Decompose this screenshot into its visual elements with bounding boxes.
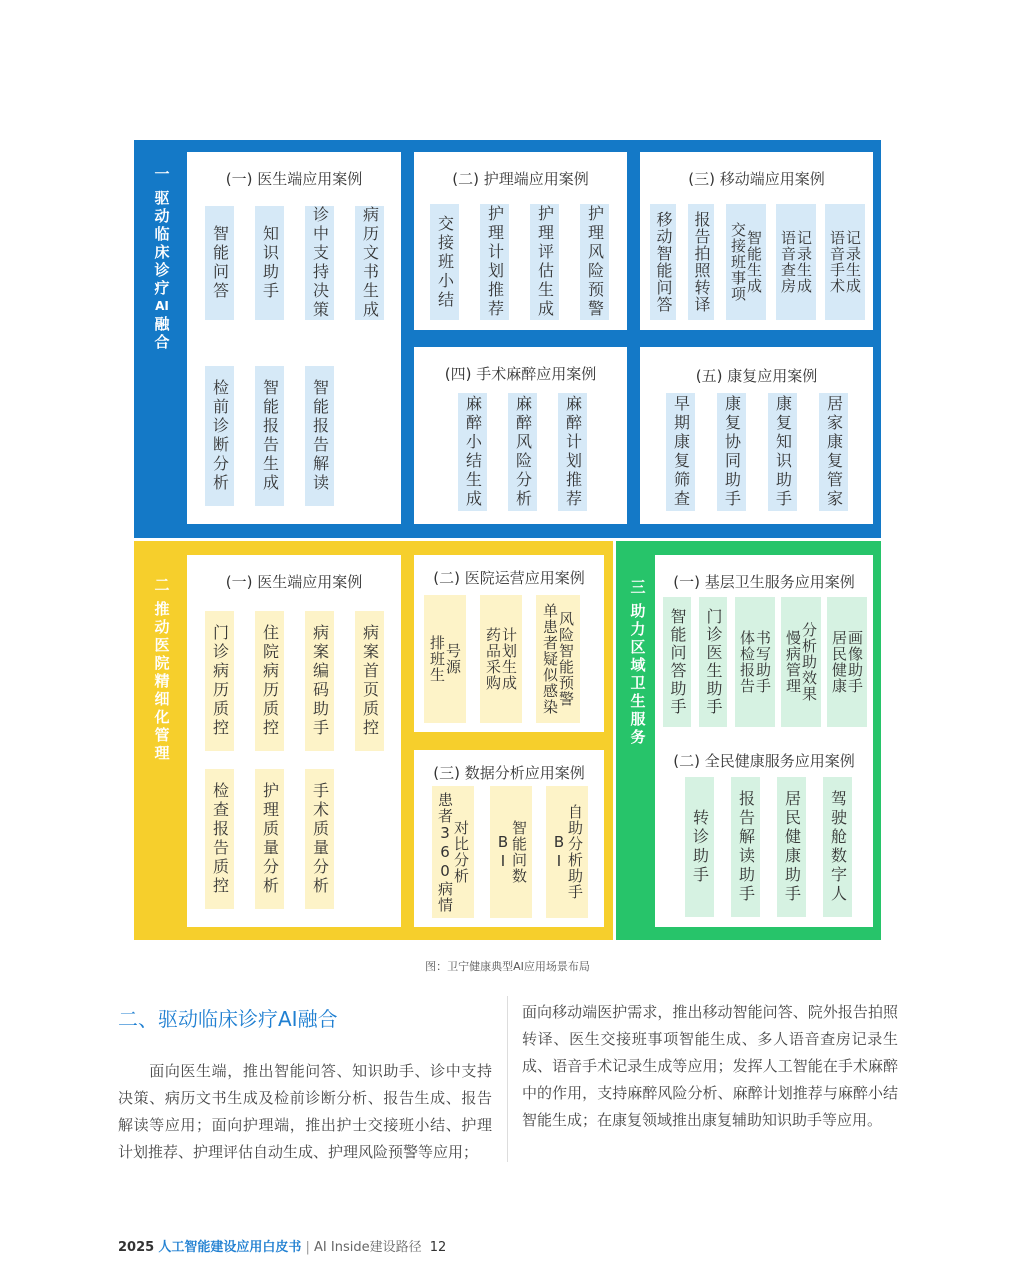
section-2-label [152, 576, 172, 762]
s1-mobile-panel [640, 152, 873, 330]
case-item: 报告解读助手 [731, 777, 760, 917]
section-label-char: 服 [630, 710, 646, 728]
panel-title: (三) 移动端应用案例 [688, 170, 825, 188]
case-item-line: BI [494, 833, 512, 871]
section-label-char: 疗 [154, 279, 170, 297]
section-label-char: 推 [154, 600, 170, 618]
case-item [825, 204, 865, 320]
case-item: 居民健康助手 [777, 777, 806, 917]
case-item [781, 597, 821, 727]
case-item-line: 慢病管理 [784, 630, 802, 694]
case-item: 麻醉风险分析 [508, 393, 537, 511]
section-label-char: AI [155, 299, 169, 313]
case-item-line: 语音手术 [828, 230, 846, 294]
case-item: 转诊助手 [685, 777, 714, 917]
case-item [432, 786, 474, 918]
s2-operations-panel [414, 555, 604, 732]
section-label-char: 床 [154, 243, 170, 261]
case-item-line: 患者360病情 [436, 791, 454, 913]
case-item [735, 597, 775, 727]
case-item: 手术质量分析 [305, 769, 334, 909]
section-label-char: 区 [630, 638, 646, 656]
case-item-line: 交接班事项 [729, 222, 747, 302]
s2-data-panel [414, 750, 604, 927]
case-item: 护理质量分析 [255, 769, 284, 909]
s1-rehab-panel [640, 347, 873, 524]
case-item: 诊中支持决策 [305, 206, 334, 320]
section-label-char: 管 [154, 726, 170, 744]
case-item-line: 号源 [444, 643, 462, 675]
s1-doctor-panel [187, 152, 401, 524]
case-item-line: 单患者疑似感染 [541, 603, 559, 715]
case-item [546, 786, 588, 918]
section-label-char: 务 [630, 728, 646, 746]
panel-title: (五) 康复应用案例 [695, 367, 818, 385]
case-item: 智能报告解读 [305, 366, 334, 506]
case-item: 麻醉计划推荐 [558, 393, 587, 511]
section-label-char: 驱 [154, 189, 170, 207]
column-divider [507, 996, 508, 1162]
case-item-line: 记录生成 [795, 230, 813, 294]
section-label-char: 临 [154, 225, 170, 243]
footer-page: 12 [429, 1240, 447, 1255]
case-item: 智能报告生成 [255, 366, 284, 506]
case-item-line: 画像助手 [846, 630, 864, 694]
case-item: 智能问答助手 [663, 597, 691, 727]
section-label-char: 生 [630, 692, 646, 710]
case-item: 住院病历质控 [255, 611, 284, 751]
footer-chapter: AI Inside建设路径 [314, 1240, 422, 1255]
section-label-char: 力 [630, 620, 646, 638]
footer-sep: | [305, 1240, 310, 1255]
footer-year: 2025 [118, 1240, 155, 1255]
case-item-line: 居民健康 [830, 630, 848, 694]
case-item: 护理计划推荐 [480, 204, 509, 320]
case-item: 居家康复管家 [819, 393, 848, 511]
panel-title: (二) 医院运营应用案例 [433, 569, 585, 587]
section-label-char: 诊 [154, 261, 170, 279]
panel-title: (一) 基层卫生服务应用案例 [673, 573, 855, 591]
section-label-char: 化 [154, 708, 170, 726]
case-item-line: 风险智能预警 [557, 611, 575, 707]
case-item: 病历文书生成 [355, 206, 384, 320]
case-item-line: 语音查房 [779, 230, 797, 294]
section-label-char: 融 [154, 315, 170, 333]
footer-book: 人工智能建设应用白皮书 [158, 1240, 302, 1255]
section-label-char: 二 [154, 576, 170, 594]
section-label-char: 细 [154, 690, 170, 708]
case-item: 知识助手 [255, 206, 284, 320]
section-label-char: 院 [154, 654, 170, 672]
case-item-line: BI [550, 833, 568, 871]
section-label-char: 一 [154, 165, 170, 183]
case-item-line: 体检报告 [738, 630, 756, 694]
case-item [536, 595, 580, 723]
s3-primary-panel [655, 555, 873, 927]
section-3-label [628, 578, 648, 746]
case-item [776, 204, 816, 320]
case-item-line: 智能生成 [745, 230, 763, 294]
case-item-line: 书写助手 [754, 630, 772, 694]
case-item-line: 计划生成 [500, 627, 518, 691]
s1-anesthesia-panel [414, 347, 627, 524]
case-item [827, 597, 867, 727]
case-item: 护理评估生成 [530, 204, 559, 320]
case-item-line: 药品采购 [484, 627, 502, 691]
case-item-line: 排班生 [428, 635, 446, 683]
case-item: 病案首页质控 [355, 611, 384, 751]
section-label-char: 助 [630, 602, 646, 620]
case-item: 康复知识助手 [768, 393, 797, 511]
case-item: 驾驶舱数字人 [823, 777, 852, 917]
case-item: 早期康复筛查 [666, 393, 695, 511]
section-label-char: 医 [154, 636, 170, 654]
figure-caption: 图：卫宁健康典型AI应用场景布局 [425, 960, 590, 973]
case-item [726, 204, 766, 320]
case-item-line: 记录生成 [844, 230, 862, 294]
case-item [424, 595, 466, 723]
section-label-char: 合 [154, 333, 170, 351]
panel-title: (二) 护理端应用案例 [452, 170, 589, 188]
section-label-char: 理 [154, 744, 170, 762]
case-item: 报告拍照转译 [688, 204, 714, 320]
paragraph-left: 面向医生端，推出智能问答、知识助手、诊中支持决策、病历文书生成及检前诊断分析、报告生成、报告解读等应用；面向护理端，推出护士交接班小结、护理计划推荐、护理评估自动生成、护理风险预警等应用； [118, 1062, 492, 1161]
section-1-label [152, 165, 172, 351]
case-item: 交接班小结 [430, 204, 459, 320]
case-item-line: 分析助效果 [800, 622, 818, 702]
section-label-char: 动 [154, 618, 170, 636]
footer [118, 1236, 446, 1255]
paragraph-right: 面向移动端医护需求，推出移动智能问答、院外报告拍照转译、医生交接班事项智能生成、多人语音查房记录生成、语音手术记录生成等应用；发挥人工智能在手术麻醉中的作用，支持麻醉风险分析、麻醉计划推荐与麻醉小结智能生成；在康复领域推出康复辅助知识助手等应用。 [522, 1003, 898, 1129]
section-label-char: 三 [630, 578, 646, 596]
case-item: 智能问答 [205, 206, 234, 320]
case-item [480, 595, 522, 723]
section-label-char: 域 [630, 656, 646, 674]
section-label-char: 精 [154, 672, 170, 690]
case-item-line: 自助分析助手 [566, 804, 584, 900]
case-item-line: 对比分析 [452, 820, 470, 884]
s2-doctor-panel [187, 555, 401, 927]
s1-nursing-panel [414, 152, 627, 330]
case-item: 门诊医生助手 [699, 597, 727, 727]
case-item: 病案编码助手 [305, 611, 334, 751]
section-label-char: 卫 [630, 674, 646, 692]
case-item: 护理风险预警 [580, 204, 609, 320]
section-heading: 二、驱动临床诊疗AI融合 [118, 1007, 338, 1031]
case-item-line: 智能问数 [510, 820, 528, 884]
case-item: 康复协同助手 [717, 393, 746, 511]
panel-title: (一) 医生端应用案例 [225, 573, 363, 591]
case-item: 检前诊断分析 [205, 366, 234, 506]
case-item: 检查报告质控 [205, 769, 234, 909]
section-label-char: 动 [154, 207, 170, 225]
panel-title: (二) 全民健康服务应用案例 [673, 752, 855, 770]
case-item: 麻醉小结生成 [458, 393, 487, 511]
case-item: 移动智能问答 [650, 204, 676, 320]
panel-title: (一) 医生端应用案例 [225, 170, 363, 188]
panel-title: (三) 数据分析应用案例 [433, 764, 585, 782]
panel-title: (四) 手术麻醉应用案例 [444, 365, 597, 383]
case-item: 门诊病历质控 [205, 611, 234, 751]
case-item [490, 786, 532, 918]
